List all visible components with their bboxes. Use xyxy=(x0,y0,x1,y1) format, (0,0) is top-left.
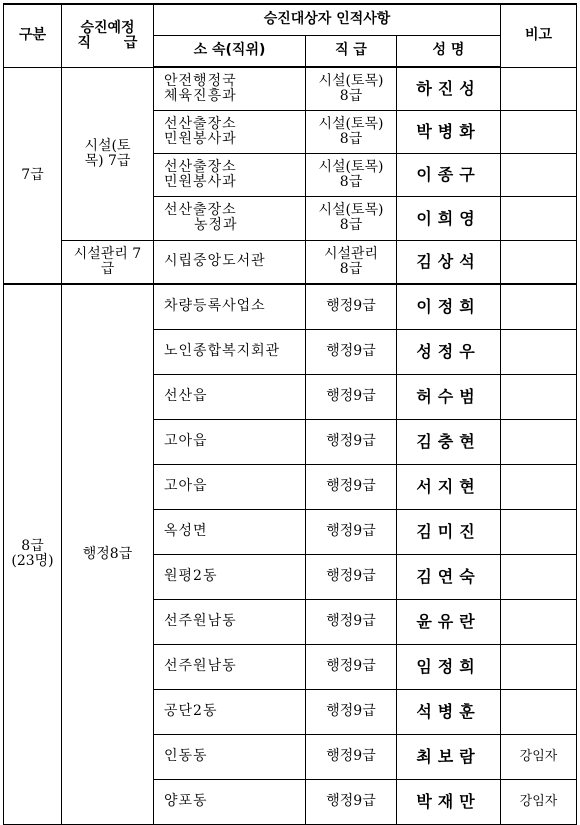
grade-cell xyxy=(306,196,397,240)
grade-cell: 행정9급 xyxy=(306,374,397,419)
candidate-name: 박병화 xyxy=(397,110,501,153)
grade-line1: 시설(토목) xyxy=(318,115,384,132)
header-remarks: 비고 xyxy=(501,4,577,67)
candidate-name: 김연숙 xyxy=(397,554,501,599)
grade-line2: 8급 xyxy=(339,130,363,147)
dept-label: 양포동 xyxy=(164,793,208,809)
grade-cell: 행정9급 xyxy=(306,554,397,599)
candidate-name: 김미진 xyxy=(397,509,501,554)
candidate-name: 이희영 xyxy=(397,196,501,240)
dept-label: 고아읍 xyxy=(164,433,208,449)
dept-line1: 안전행정국 xyxy=(164,72,237,89)
dept-cell xyxy=(154,196,306,240)
candidate-name: 서지현 xyxy=(397,464,501,509)
candidate-name: 허수범 xyxy=(397,374,501,419)
dept-label: 노인종합복지회관 xyxy=(164,343,281,359)
grade-cell: 행정9급 xyxy=(306,464,397,509)
dept-cell xyxy=(154,240,306,284)
dept-cell xyxy=(154,779,306,824)
target-grade-facility-7-label: 시설관리 7급 xyxy=(73,245,142,277)
dept-cell xyxy=(154,153,306,196)
dept-label: 인동동 xyxy=(164,748,208,764)
header-promotion-grade-line2: 직 급 xyxy=(77,34,152,51)
grade-line1: 시설관리 xyxy=(323,245,379,262)
candidate-name: 이종구 xyxy=(397,153,501,196)
dept-line2: 체육진흥과 xyxy=(164,87,237,104)
remark-cell: 강임자 xyxy=(501,779,577,824)
dept-label: 선주원남동 xyxy=(164,658,237,674)
dept-line1: 시립중앙도서관 xyxy=(164,253,266,270)
dept-line1: 선산출장소 xyxy=(164,202,237,218)
grade-line1: 시설(토목) xyxy=(318,158,384,175)
dept-label: 옥성면 xyxy=(164,523,208,539)
dept-line1: 선산출장소 xyxy=(164,158,237,175)
dept-cell xyxy=(154,464,306,509)
remark-cell xyxy=(501,689,577,734)
header-name: 성 명 xyxy=(397,35,501,67)
target-grade-civil-7-label: 시설(토목) 7급 xyxy=(84,137,131,169)
dept-line2: 민원봉사과 xyxy=(164,173,237,190)
category-8 xyxy=(4,284,62,824)
remark-cell xyxy=(501,599,577,644)
grade-cell: 행정9급 xyxy=(306,734,397,779)
dept-cell xyxy=(154,110,306,153)
remark-cell xyxy=(501,509,577,554)
candidate-name: 하진성 xyxy=(397,67,501,110)
category-7: 7급 xyxy=(4,67,62,284)
category-8-line2: (23명) xyxy=(11,553,54,570)
dept-cell xyxy=(154,419,306,464)
remark-cell xyxy=(501,284,577,329)
dept-line2: 농정과 xyxy=(194,217,238,233)
grade-cell xyxy=(306,153,397,196)
remark-cell xyxy=(501,67,577,110)
remark-cell xyxy=(501,464,577,509)
header-candidates-title: 승진대상자 인적사항 xyxy=(154,4,501,35)
candidate-name: 박재만 xyxy=(397,779,501,824)
remark-cell xyxy=(501,419,577,464)
grade-line1: 시설(토목) xyxy=(318,202,384,218)
dept-cell xyxy=(154,67,306,110)
grade-line2: 8급 xyxy=(339,260,363,277)
remark-cell xyxy=(501,644,577,689)
dept-label: 고아읍 xyxy=(164,478,208,494)
grade-line2: 8급 xyxy=(339,217,363,233)
dept-label: 공단2동 xyxy=(164,703,218,719)
dept-line1: 선산출장소 xyxy=(164,115,237,132)
candidate-name: 석병훈 xyxy=(397,689,501,734)
dept-line2: 민원봉사과 xyxy=(164,130,237,147)
dept-label: 원평2동 xyxy=(164,568,218,584)
remark-cell xyxy=(501,554,577,599)
target-grade-admin-8: 행정8급 xyxy=(62,284,154,824)
grade-cell xyxy=(306,110,397,153)
category-8-line1: 8급 xyxy=(21,538,44,555)
grade-line1: 시설(토목) xyxy=(318,72,384,89)
dept-cell xyxy=(154,284,306,329)
candidate-name: 김충현 xyxy=(397,419,501,464)
dept-cell xyxy=(154,599,306,644)
dept-cell xyxy=(154,509,306,554)
dept-label: 선주원남동 xyxy=(164,613,237,629)
grade-cell: 행정9급 xyxy=(306,644,397,689)
grade-cell: 행정9급 xyxy=(306,419,397,464)
promotion-candidates-table xyxy=(3,3,577,825)
remark-cell xyxy=(501,240,577,284)
remark-cell xyxy=(501,110,577,153)
candidate-name: 성정우 xyxy=(397,329,501,374)
remark-cell xyxy=(501,329,577,374)
header-affiliation: 소 속(직위) xyxy=(154,35,306,67)
header-promotion-grade xyxy=(62,4,154,67)
grade-line2: 8급 xyxy=(339,173,363,190)
grade-cell: 행정9급 xyxy=(306,689,397,734)
candidate-name: 김상석 xyxy=(397,240,501,284)
dept-cell xyxy=(154,644,306,689)
dept-cell xyxy=(154,734,306,779)
candidate-name: 임정희 xyxy=(397,644,501,689)
grade-line2: 8급 xyxy=(339,87,363,104)
grade-cell xyxy=(306,240,397,284)
dept-cell xyxy=(154,689,306,734)
header-promotion-grade-line1: 승진예정 xyxy=(80,19,135,36)
target-grade-civil-7 xyxy=(62,67,154,240)
candidate-name: 윤유란 xyxy=(397,599,501,644)
grade-cell: 행정9급 xyxy=(306,779,397,824)
remark-cell xyxy=(501,374,577,419)
grade-cell: 행정9급 xyxy=(306,329,397,374)
dept-cell xyxy=(154,374,306,419)
grade-cell: 행정9급 xyxy=(306,284,397,329)
candidate-name: 이정희 xyxy=(397,284,501,329)
grade-cell: 행정9급 xyxy=(306,509,397,554)
target-grade-facility-7 xyxy=(62,240,154,284)
candidate-name: 최보람 xyxy=(397,734,501,779)
remark-cell xyxy=(501,153,577,196)
header-grade: 직 급 xyxy=(306,35,397,67)
remark-cell: 강임자 xyxy=(501,734,577,779)
dept-cell xyxy=(154,554,306,599)
header-category: 구분 xyxy=(4,4,62,67)
grade-cell: 행정9급 xyxy=(306,599,397,644)
dept-cell xyxy=(154,329,306,374)
dept-label: 선산읍 xyxy=(164,388,208,404)
remark-cell xyxy=(501,196,577,240)
grade-cell xyxy=(306,67,397,110)
dept-label: 차량등록사업소 xyxy=(164,298,266,315)
